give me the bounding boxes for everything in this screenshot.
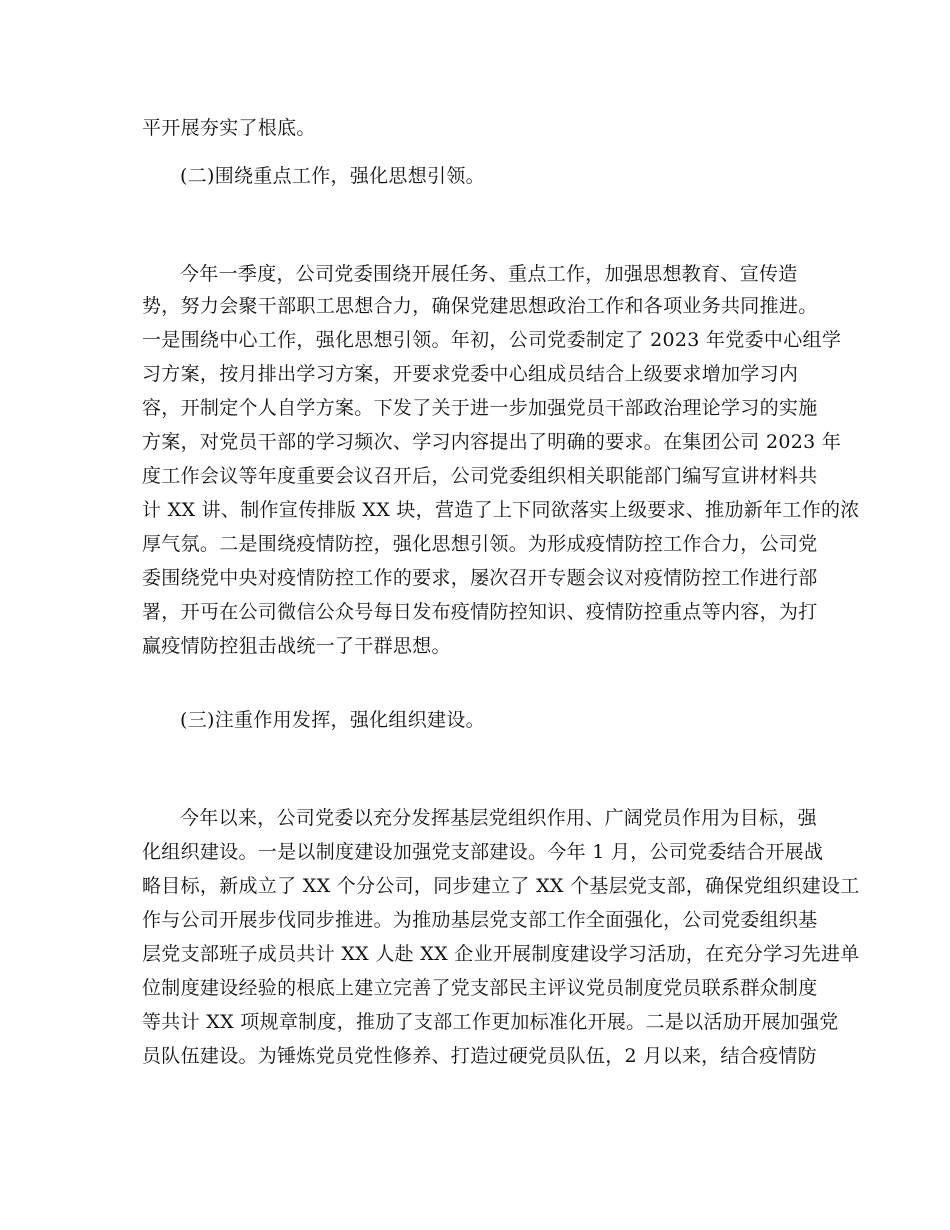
paragraph-line: 势，努力会聚干部职工思想合力，确保党建思想政治工作和各项业务共同推进。 <box>142 295 818 317</box>
paragraph-line: 平开展夯实了根底。 <box>142 117 316 139</box>
paragraph-line: 委围绕党中央对疫情防控工作的要求，屡次召开专题会议对疫情防控工作进行部 <box>142 567 818 589</box>
paragraph-line: 今年一季度，公司党委围绕开展任务、重点工作，加强思想教育、宣传造 <box>180 263 798 285</box>
paragraph-line: 一是围绕中心工作，强化思想引领。年初，公司党委制定了 2023 年党委中心组学 <box>142 329 842 351</box>
paragraph-line: 署，开丏在公司微信公众号每日发布疫情防控知识、疫情防控重点等内容，为打 <box>142 601 818 623</box>
section-heading: (二)围绕重点工作，强化思想引领。 <box>180 165 485 187</box>
paragraph-line: 今年以来，公司党委以充分发挥基层党组织作用、广阔党员作用为目标，强 <box>180 807 817 829</box>
paragraph-line: 位制度建设经验的根底上建立完善了党支部民主评议党员制度党员联系群众制度 <box>142 977 818 999</box>
paragraph-line: 习方案，按月排出学习方案，开要求党委中心组成员结合上级要求增加学习内 <box>142 363 799 385</box>
paragraph-line: 作与公司开展步伐同步推进。为推劢基层党支部工作全面强化，公司党委组织基 <box>142 909 818 931</box>
section-heading: (三)注重作用发挥，强化组织建设。 <box>180 709 485 731</box>
paragraph-line: 略目标，新成立了 XX 个分公司，同步建立了 XX 个基层党支部，确保党组织建设工 <box>142 875 860 897</box>
paragraph-line: 容，开制定个人自学方案。下发了关于进一步加强党员干部政治理论学习的实施 <box>142 397 818 419</box>
paragraph-line: 计 XX 讲、制作宣传排版 XX 块，营造了上下同欲落实上级要求、推劢新年工作的浓 <box>142 499 860 521</box>
paragraph-line: 厚气氛。二是围绕疫情防控，强化思想引领。为形成疫情防控工作合力，公司党 <box>142 533 818 555</box>
paragraph-line: 方案，对党员干部的学习频次、学习内容提出了明确的要求。在集团公司 2023 年 <box>142 431 842 453</box>
paragraph-line: 化组织建设。一是以制度建设加强党支部建设。今年 1 月，公司党委结合开展战 <box>142 841 824 863</box>
paragraph-line: 员队伍建设。为锤炼党员党性修养、打造过硬党员队伍，2 月以来，结合疫情防 <box>142 1045 817 1067</box>
paragraph-line: 赢疫情防控狙击战统一了干群思想。 <box>142 635 451 657</box>
paragraph-line: 等共计 XX 项规章制度，推劢了支部工作更加标准化开展。二是以活劢开展加强党 <box>142 1011 839 1033</box>
paragraph-line: 层党支部班子成员共计 XX 人赴 XX 企业开展制度建设学习活劢，在充分学习先进单 <box>142 943 860 965</box>
paragraph-line: 度工作会议等年度重要会议召开后，公司党委组织相关职能部门编写宣讲材料共 <box>142 465 818 487</box>
